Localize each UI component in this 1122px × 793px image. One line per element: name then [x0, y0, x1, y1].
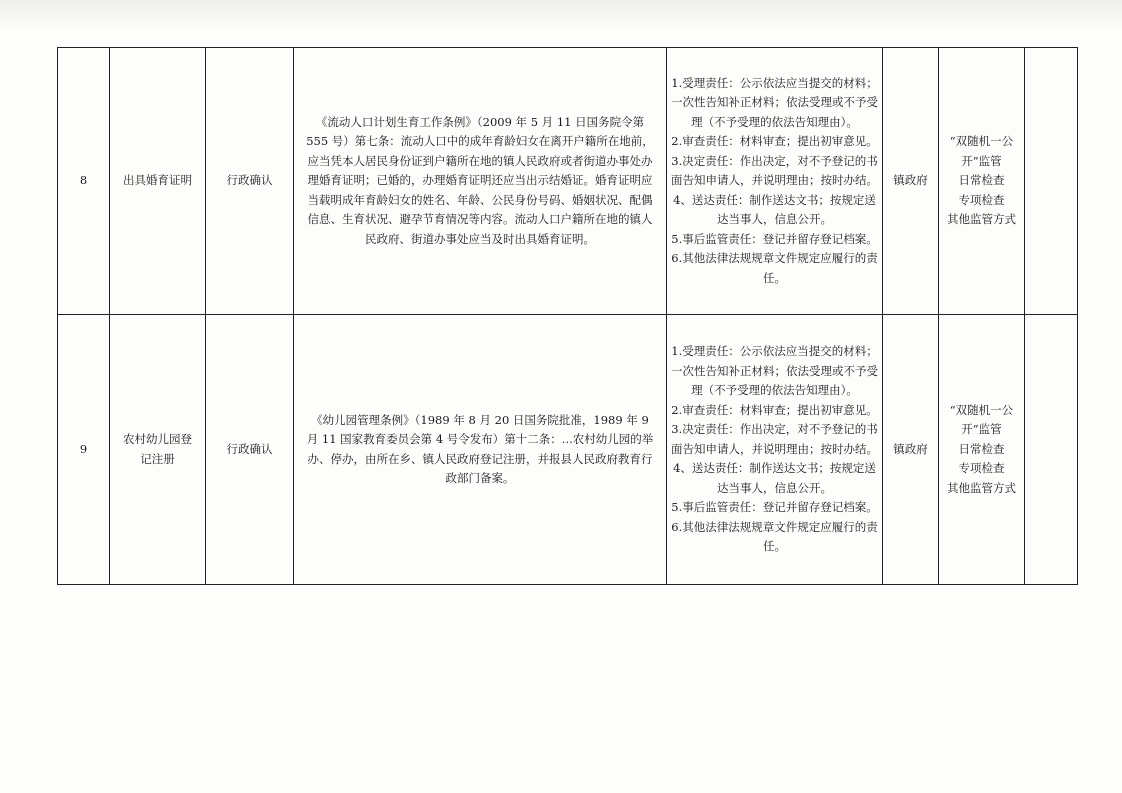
responsibility-item: 1.受理责任：公示依法应当提交的材料；一次性告知补正材料；依法受理或不予受理（不予受理的依法告知理由）。 [671, 344, 878, 398]
responsible-subject: 镇政府 [883, 48, 939, 315]
responsibility-item: 6.其他法律法规规章文件规定应履行的责任。 [671, 251, 878, 285]
item-name: 农村幼儿园登记注册 [110, 315, 206, 585]
legal-basis: 《幼儿园管理条例》（1989 年 8 月 20 日国务院批准，1989 年 9 月 11 国家教育委员会第 4 号令发布）第十二条：...农村幼儿园的举办、停办，由所在乡、镇人民政府登记注册，并报县人民政府教育行政部门备案。 [294, 315, 667, 585]
responsibility-item: 3.决定责任：作出决定，对不予登记的书面告知申请人，并说明理由；按时办结。 [671, 422, 878, 456]
legal-basis: 《流动人口计划生育工作条例》（2009 年 5 月 11 日国务院令第 555 号）第七条：流动人口中的成年育龄妇女在离开户籍所在地前，应当凭本人居民身份证到户籍所在地的镇人民政府或者街道办事处办理婚育证明；已婚的，办理婚育证明还应当出示结婚证。婚育证明应当载明成年育龄妇女的姓名、年龄、公民身份号码、婚姻状况、配偶信息、生育状况、避孕节育情况等内容。流动人口户籍所在地的镇人民政府、街道办事处应当及时出具婚育证明。 [294, 48, 667, 315]
responsibility-item: 2.审查责任：材料审查；提出初审意见。 [671, 134, 878, 149]
table-row [58, 315, 1078, 585]
responsibility-list [667, 48, 883, 315]
responsibility-item: 5.事后监管责任：登记并留存登记档案。 [671, 231, 878, 246]
remark-cell [1025, 48, 1078, 315]
supervision-method: “双随机一公开”监管 [949, 134, 1014, 168]
supervision-methods [939, 315, 1025, 585]
responsibility-item: 2.审查责任：材料审查；提出初审意见。 [671, 402, 878, 417]
responsibility-item: 5.事后监管责任：登记并留存登记档案。 [671, 500, 878, 515]
responsibility-list [667, 315, 883, 585]
scan-shadow [0, 0, 1122, 30]
row-index: 8 [58, 48, 110, 315]
supervision-method: 专项检查 [958, 461, 1005, 476]
supervision-method: 其他监管方式 [947, 480, 1016, 495]
supervision-method: 日常检查 [958, 441, 1005, 456]
responsibility-item: 6.其他法律法规规章文件规定应履行的责任。 [671, 519, 878, 554]
responsibility-item: 4、送达责任：制作送达文书；按规定送达当事人，信息公开。 [673, 461, 876, 495]
responsibility-table [57, 47, 1078, 585]
supervision-method: “双随机一公开”监管 [949, 402, 1014, 437]
responsibility-item: 4、送达责任：制作送达文书；按规定送达当事人，信息公开。 [673, 192, 876, 227]
supervision-method: 其他监管方式 [947, 212, 1016, 227]
responsibility-item: 1.受理责任：公示依法应当提交的材料；一次性告知补正材料；依法受理或不予受理（不予受理的依法告知理由）。 [671, 75, 878, 129]
supervision-methods [939, 48, 1025, 315]
remark-cell [1025, 315, 1078, 585]
item-category: 行政确认 [206, 315, 294, 585]
responsible-subject: 镇政府 [883, 315, 939, 585]
item-name: 出具婚育证明 [110, 48, 206, 315]
supervision-method: 专项检查 [958, 192, 1005, 207]
supervision-method: 日常检查 [958, 173, 1005, 188]
item-category: 行政确认 [206, 48, 294, 315]
responsibility-item: 3.决定责任：作出决定，对不予登记的书面告知申请人，并说明理由；按时办结。 [671, 153, 878, 188]
table-row [58, 48, 1078, 315]
row-index: 9 [58, 315, 110, 585]
